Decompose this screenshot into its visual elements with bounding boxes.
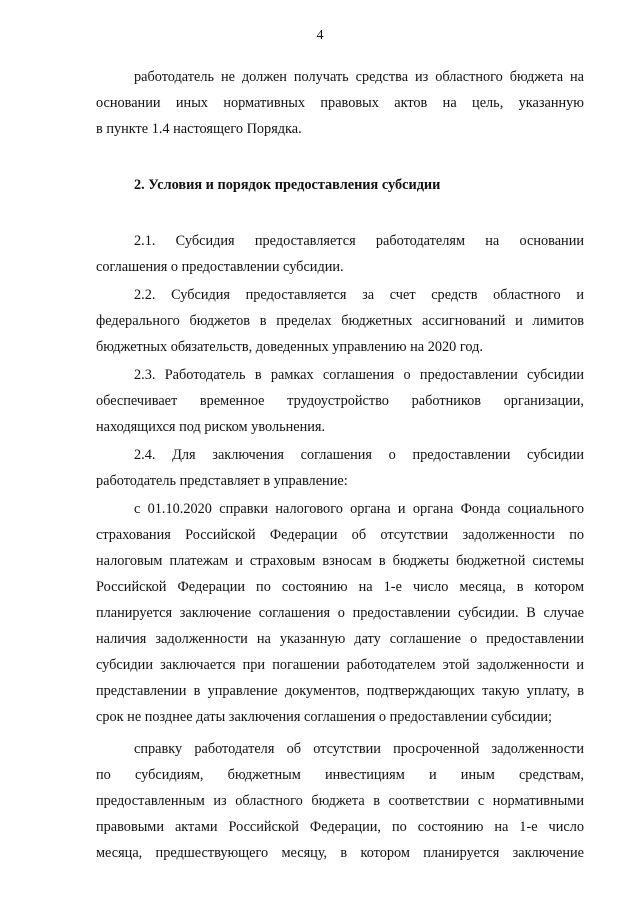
text-line: 2.2. Субсидия предоставляется за счет средств областного и xyxy=(134,287,584,303)
text-line: 2.1. Субсидия предоставляется работодателям на основании xyxy=(134,233,584,249)
paragraph-2-1 xyxy=(96,228,584,280)
text-line: в пункте 1.4 настоящего Порядка. xyxy=(96,121,302,137)
paragraph-2-3 xyxy=(96,362,584,440)
paragraph-certificates xyxy=(96,496,584,730)
text-line: планируется заключение соглашения о предоставлении субсидии. В случае xyxy=(96,605,584,621)
text-line: соглашения о предоставлении субсидии. xyxy=(96,259,344,275)
text-line: Российской Федерации по состоянию на 1-е число месяца, в котором xyxy=(96,579,584,595)
text-line: с 01.10.2020 справки налогового органа и органа Фонда социального xyxy=(134,501,584,517)
text-line: федерального бюджетов в пределах бюджетных ассигнований и лимитов xyxy=(96,313,584,329)
page-number: 4 xyxy=(316,28,324,43)
text-line: предоставленным из областного бюджета в соответствии с нормативными xyxy=(96,793,584,809)
text-line: страхования Российской Федерации об отсутствии задолженности по xyxy=(96,527,584,543)
text-line: обеспечивает временное трудоустройство работников организации, xyxy=(96,393,584,409)
text-line: налоговым платежам и страховым взносам в бюджеты бюджетной системы xyxy=(96,553,584,569)
text-line: по субсидиям, бюджетным инвестициям и иным средствам, xyxy=(96,767,584,783)
text-line: представлении в управление документов, подтверждающих такую уплату, в xyxy=(96,683,584,699)
text-line: срок не позднее даты заключения соглашения о предоставлении субсидии; xyxy=(96,709,552,725)
text-line: правовыми актами Российской Федерации, по состоянию на 1-е число xyxy=(96,819,584,835)
text-line: наличия задолженности на указанную дату соглашение о предоставлении xyxy=(96,631,584,647)
section-heading: 2. Условия и порядок предоставления субсидии xyxy=(134,177,441,193)
paragraph-2-4 xyxy=(96,442,584,494)
paragraph-employer-certificate xyxy=(96,736,584,866)
text-line: субсидии заключается при погашении работодателем этой задолженности и xyxy=(96,657,584,673)
text-line: находящихся под риском увольнения. xyxy=(96,419,326,435)
text-line: работодатель не должен получать средства из областного бюджета на xyxy=(134,69,584,85)
text-line: 2.3. Работодатель в рамках соглашения о предоставлении субсидии xyxy=(134,367,584,383)
text-line: бюджетных обязательств, доведенных управлению на 2020 год. xyxy=(96,339,483,355)
text-line: 2.4. Для заключения соглашения о предоставлении субсидии xyxy=(134,447,584,463)
intro-paragraph xyxy=(96,64,584,142)
document-body xyxy=(96,64,584,866)
text-line: работодатель представляет в управление: xyxy=(96,473,348,489)
text-line: месяца, предшествующего месяцу, в котором планируется заключение xyxy=(96,845,584,861)
paragraph-2-2 xyxy=(96,282,584,360)
text-line: основании иных нормативных правовых актов на цель, указанную xyxy=(96,95,584,111)
text-line: справку работодателя об отсутствии просроченной задолженности xyxy=(134,741,584,757)
